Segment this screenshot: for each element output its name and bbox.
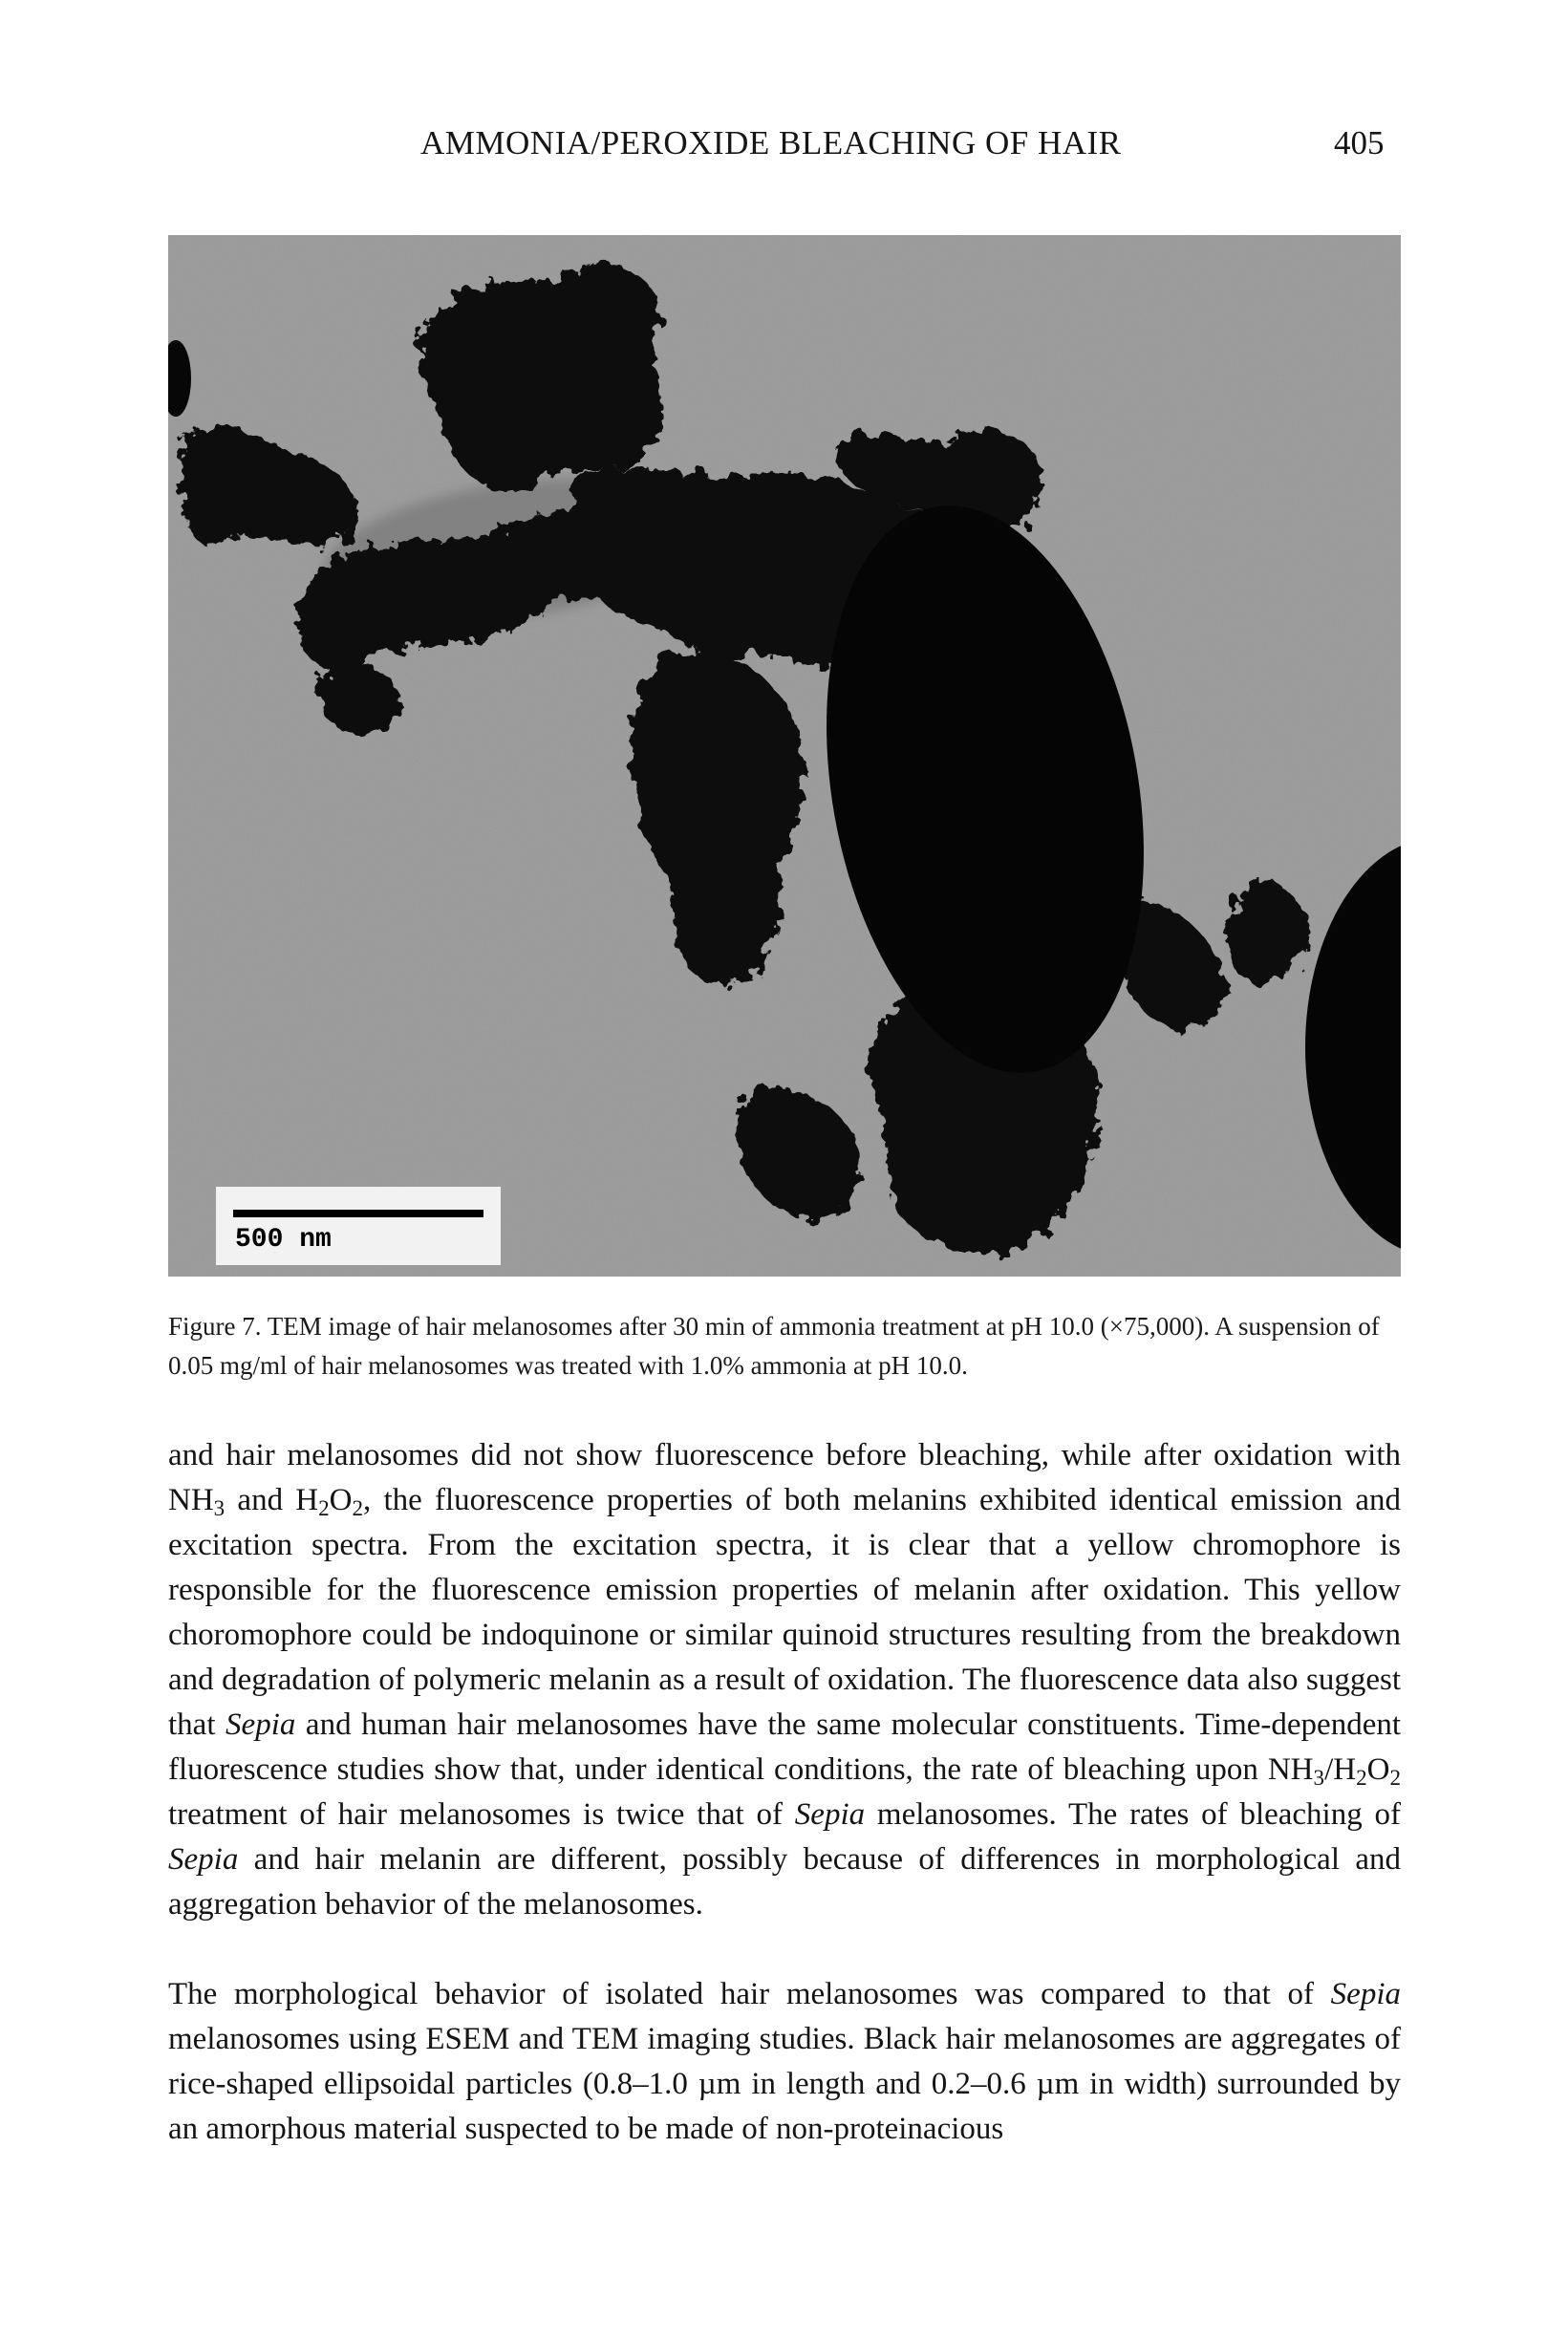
running-head-title: AMMONIA/PEROXIDE BLEACHING OF HAIR (420, 124, 1122, 161)
p2-italic-sepia-1: Sepia (1330, 1977, 1401, 2011)
paragraph-1 (168, 1433, 1401, 1927)
p1-sub-5: 2 (1356, 1764, 1367, 1790)
p1-text-9: melanosomes. The rates of bleaching of (865, 1797, 1401, 1832)
p1-sub-4: 3 (1313, 1764, 1325, 1790)
p1-text-3: O (329, 1483, 353, 1517)
scale-bar-label: 500 nm (235, 1225, 332, 1255)
p1-text-5: and human hair melanosomes have the same molecular constituents. Time-dependent fluorescence studies show that, under identical conditions, the rate of bleaching upon NH (168, 1707, 1402, 1787)
p1-text-2: and H (225, 1483, 319, 1517)
tem-micrograph-image (168, 235, 1401, 1277)
p1-text-8: treatment of hair melanosomes is twice that of (168, 1797, 795, 1832)
p1-sub-6: 2 (1389, 1764, 1401, 1790)
p1-text-4: , the fluorescence properties of both melanins exhibited identical emission and excitation spectra. From the excitation spectra, it is clear that a yellow chromophore is responsible for the fluorescence emission properties of melanin after oxidation. This yellow choromophore could be indoquinone or similar quinoid structures resulting from the breakdown and degradation of polymeric melanin as a result of oxidation. The fluorescence data also suggest that (168, 1483, 1401, 1742)
figure-caption (168, 1307, 1401, 1385)
p1-sub-2: 2 (318, 1494, 330, 1520)
scale-bar (216, 1187, 501, 1265)
caption-text: TEM image of hair melanosomes after 30 min of ammonia treatment at pH 10.0 (×75,000). A suspension of 0.05 mg/ml of hair melanosomes was treated with 1.0% ammonia at pH 10.0. (168, 1312, 1380, 1380)
tem-figure (168, 235, 1401, 1277)
p2-text-2: melanosomes using ESEM and TEM imaging studies. Black hair melanosomes are aggregates of rice-shaped ellipsoidal particles (0.8–1.0 µm in length and 0.2–0.6 µm in width) surrounded by an amorphous material suspected to be made of non-proteinacious (168, 2022, 1401, 2146)
page-number: 405 (1334, 124, 1385, 161)
p1-sub-1: 3 (213, 1494, 226, 1520)
scale-bar-line (233, 1210, 483, 1217)
p1-sub-3: 2 (352, 1494, 364, 1520)
p1-italic-sepia-3: Sepia (168, 1842, 239, 1877)
p1-text-6: /H (1324, 1752, 1357, 1787)
p1-italic-sepia-2: Sepia (794, 1797, 866, 1832)
p1-text-10: and hair melanin are different, possibly because of differences in morphological and aggregation behavior of the melanosomes. (168, 1842, 1401, 1922)
p1-italic-sepia-1: Sepia (226, 1707, 296, 1742)
paragraph-2 (168, 1972, 1401, 2152)
p2-text-1: The morphological behavior of isolated hair melanosomes was compared to that of (168, 1977, 1331, 2011)
caption-label: Figure 7. (168, 1312, 262, 1341)
p1-text-1: and hair melanosomes did not show fluorescence before bleaching, while after oxidation with NH (168, 1438, 1401, 1517)
p1-text-7: O (1366, 1752, 1390, 1787)
